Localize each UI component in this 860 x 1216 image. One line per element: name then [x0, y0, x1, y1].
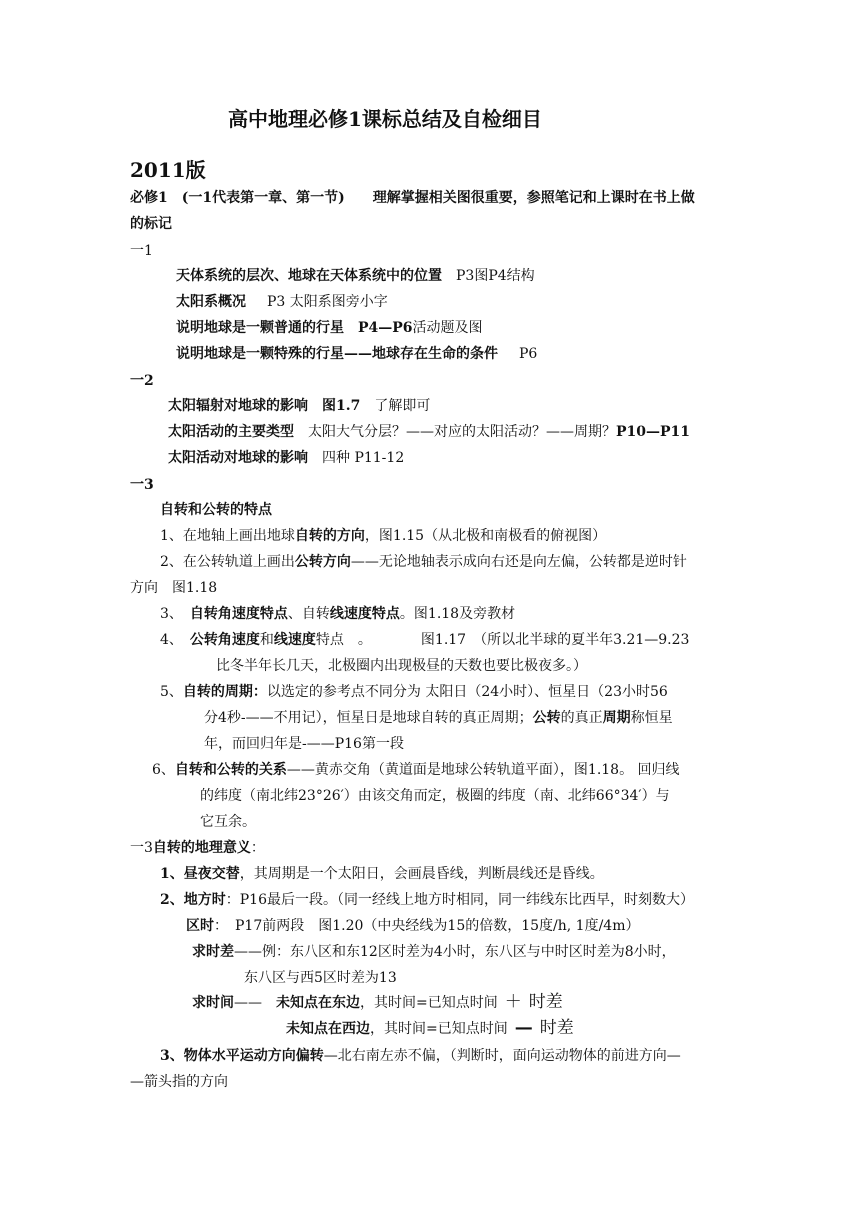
item-note: 四种 P11-12	[322, 450, 405, 466]
list-item: 未知点在西边，其时间=已知点时间 — 时差	[286, 1017, 574, 1038]
list-item-continuation: 东八区与西5区时差为13	[244, 970, 397, 986]
section-heading: 一1	[130, 243, 153, 259]
list-item-continuation: 的纬度（南北纬23°26′）由该交角而定，极圈的纬度（南、北纬66°34′）与	[200, 788, 670, 804]
section-heading: 一3自转的地理意义：	[130, 840, 265, 856]
list-item-continuation: 它互余。	[200, 814, 256, 830]
list-item: 3、 自转角速度特点、自转线速度特点。图1.18及旁教材	[160, 606, 516, 622]
item-note: 了解即可	[374, 398, 431, 414]
item-note: P6	[519, 346, 538, 362]
plus-sign: ＋	[504, 992, 522, 1012]
list-item: 求时间—— 未知点在东边，其时间=已知点时间 ＋ 时差	[192, 992, 563, 1012]
list-item	[176, 318, 483, 338]
list-item-continuation: 比冬半年长几天，北极圈内出现极昼的天数也要比极夜多。）	[216, 658, 587, 674]
document-title: 高中地理必修1课标总结及自检细目	[228, 107, 542, 131]
item-topic: 说明地球是一颗特殊的行星——地球存在生命的条件	[176, 346, 498, 362]
item-note: 活动题及图	[412, 320, 483, 336]
item-topic: 太阳活动对地球的影响	[168, 450, 308, 466]
list-item-continuation: 方向 图1.18	[130, 580, 218, 596]
list-item-continuation: 分4秒-——不用记），恒星日是地球自转的真正周期；公转的真正周期称恒星	[204, 710, 673, 726]
intro-line: 必修1 (一1代表第一章、第一节) 理解掌握相关图很重要，参照笔记和上课时在书上做	[130, 190, 695, 206]
sub-heading: 自转和公转的特点	[160, 502, 272, 518]
item-topic: 说明地球是一颗普通的行星 P4—P6	[176, 320, 413, 336]
item-topic: 天体系统的层次、地球在天体系统中的位置	[176, 268, 442, 284]
section-heading: 一2	[130, 373, 154, 389]
list-item: 5、自转的周期：以选定的参考点不同分为 太阳日（24小时）、恒星日（23小时56	[160, 684, 668, 700]
list-item: 6、自转和公转的关系——黄赤交角（黄道面是地球公转轨道平面），图1.18。 回归线	[152, 762, 680, 778]
list-item	[176, 344, 537, 364]
list-item	[176, 292, 388, 312]
intro-line: 的标记	[130, 216, 172, 232]
list-item: 2、地方时：P16最后一段。（同一经线上地方时相同，同一纬线东比西早，时刻数大）	[160, 892, 694, 908]
list-item: 1、昼夜交替，其周期是一个太阳日，会画晨昏线，判断晨线还是昏线。	[160, 866, 604, 882]
edition-heading: 2011版	[130, 158, 206, 182]
item-topic: 太阳辐射对地球的影响 图1.7	[168, 398, 361, 414]
list-item	[168, 396, 430, 416]
list-item: 求时差——例：东八区和东12区时差为4小时，东八区与中时区时差为8小时，	[192, 944, 676, 960]
page-ref: P10—P11	[616, 424, 691, 440]
list-item	[168, 448, 404, 468]
list-item-continuation: 年，而回归年是-——P16第一段	[204, 736, 404, 752]
list-item: 1、在地轴上画出地球自转的方向，图1.15（从北极和南极看的俯视图）	[160, 528, 607, 544]
minus-sign: —	[514, 1017, 533, 1038]
item-topic: 太阳活动的主要类型	[168, 424, 294, 440]
list-item: 4、 公转角速度和线速度特点 。 图1.17 （所以北半球的夏半年3.21—9.23	[160, 632, 690, 648]
list-item	[176, 266, 535, 286]
list-item: 3、物体水平运动方向偏转—北右南左赤不偏，（判断时，面向运动物体的前进方向—	[160, 1048, 681, 1064]
item-topic: 太阳系概况	[176, 294, 246, 310]
list-item: 区时： P17前两段 图1.20（中央经线为15的倍数，15度/h, 1度/4m）	[186, 918, 640, 934]
list-item-continuation: —箭头指的方向	[130, 1074, 228, 1090]
item-note: P3 太阳系图旁小字	[267, 294, 388, 310]
section-heading: 一3	[130, 477, 154, 493]
item-note: P3图P4结构	[456, 268, 535, 284]
list-item: 2、在公转轨道上画出公转方向——无论地轴表示成向右还是向左偏，公转都是逆时针	[160, 554, 687, 570]
item-note: 太阳大气分层？——对应的太阳活动？——周期？	[308, 424, 616, 440]
list-item	[168, 422, 690, 442]
